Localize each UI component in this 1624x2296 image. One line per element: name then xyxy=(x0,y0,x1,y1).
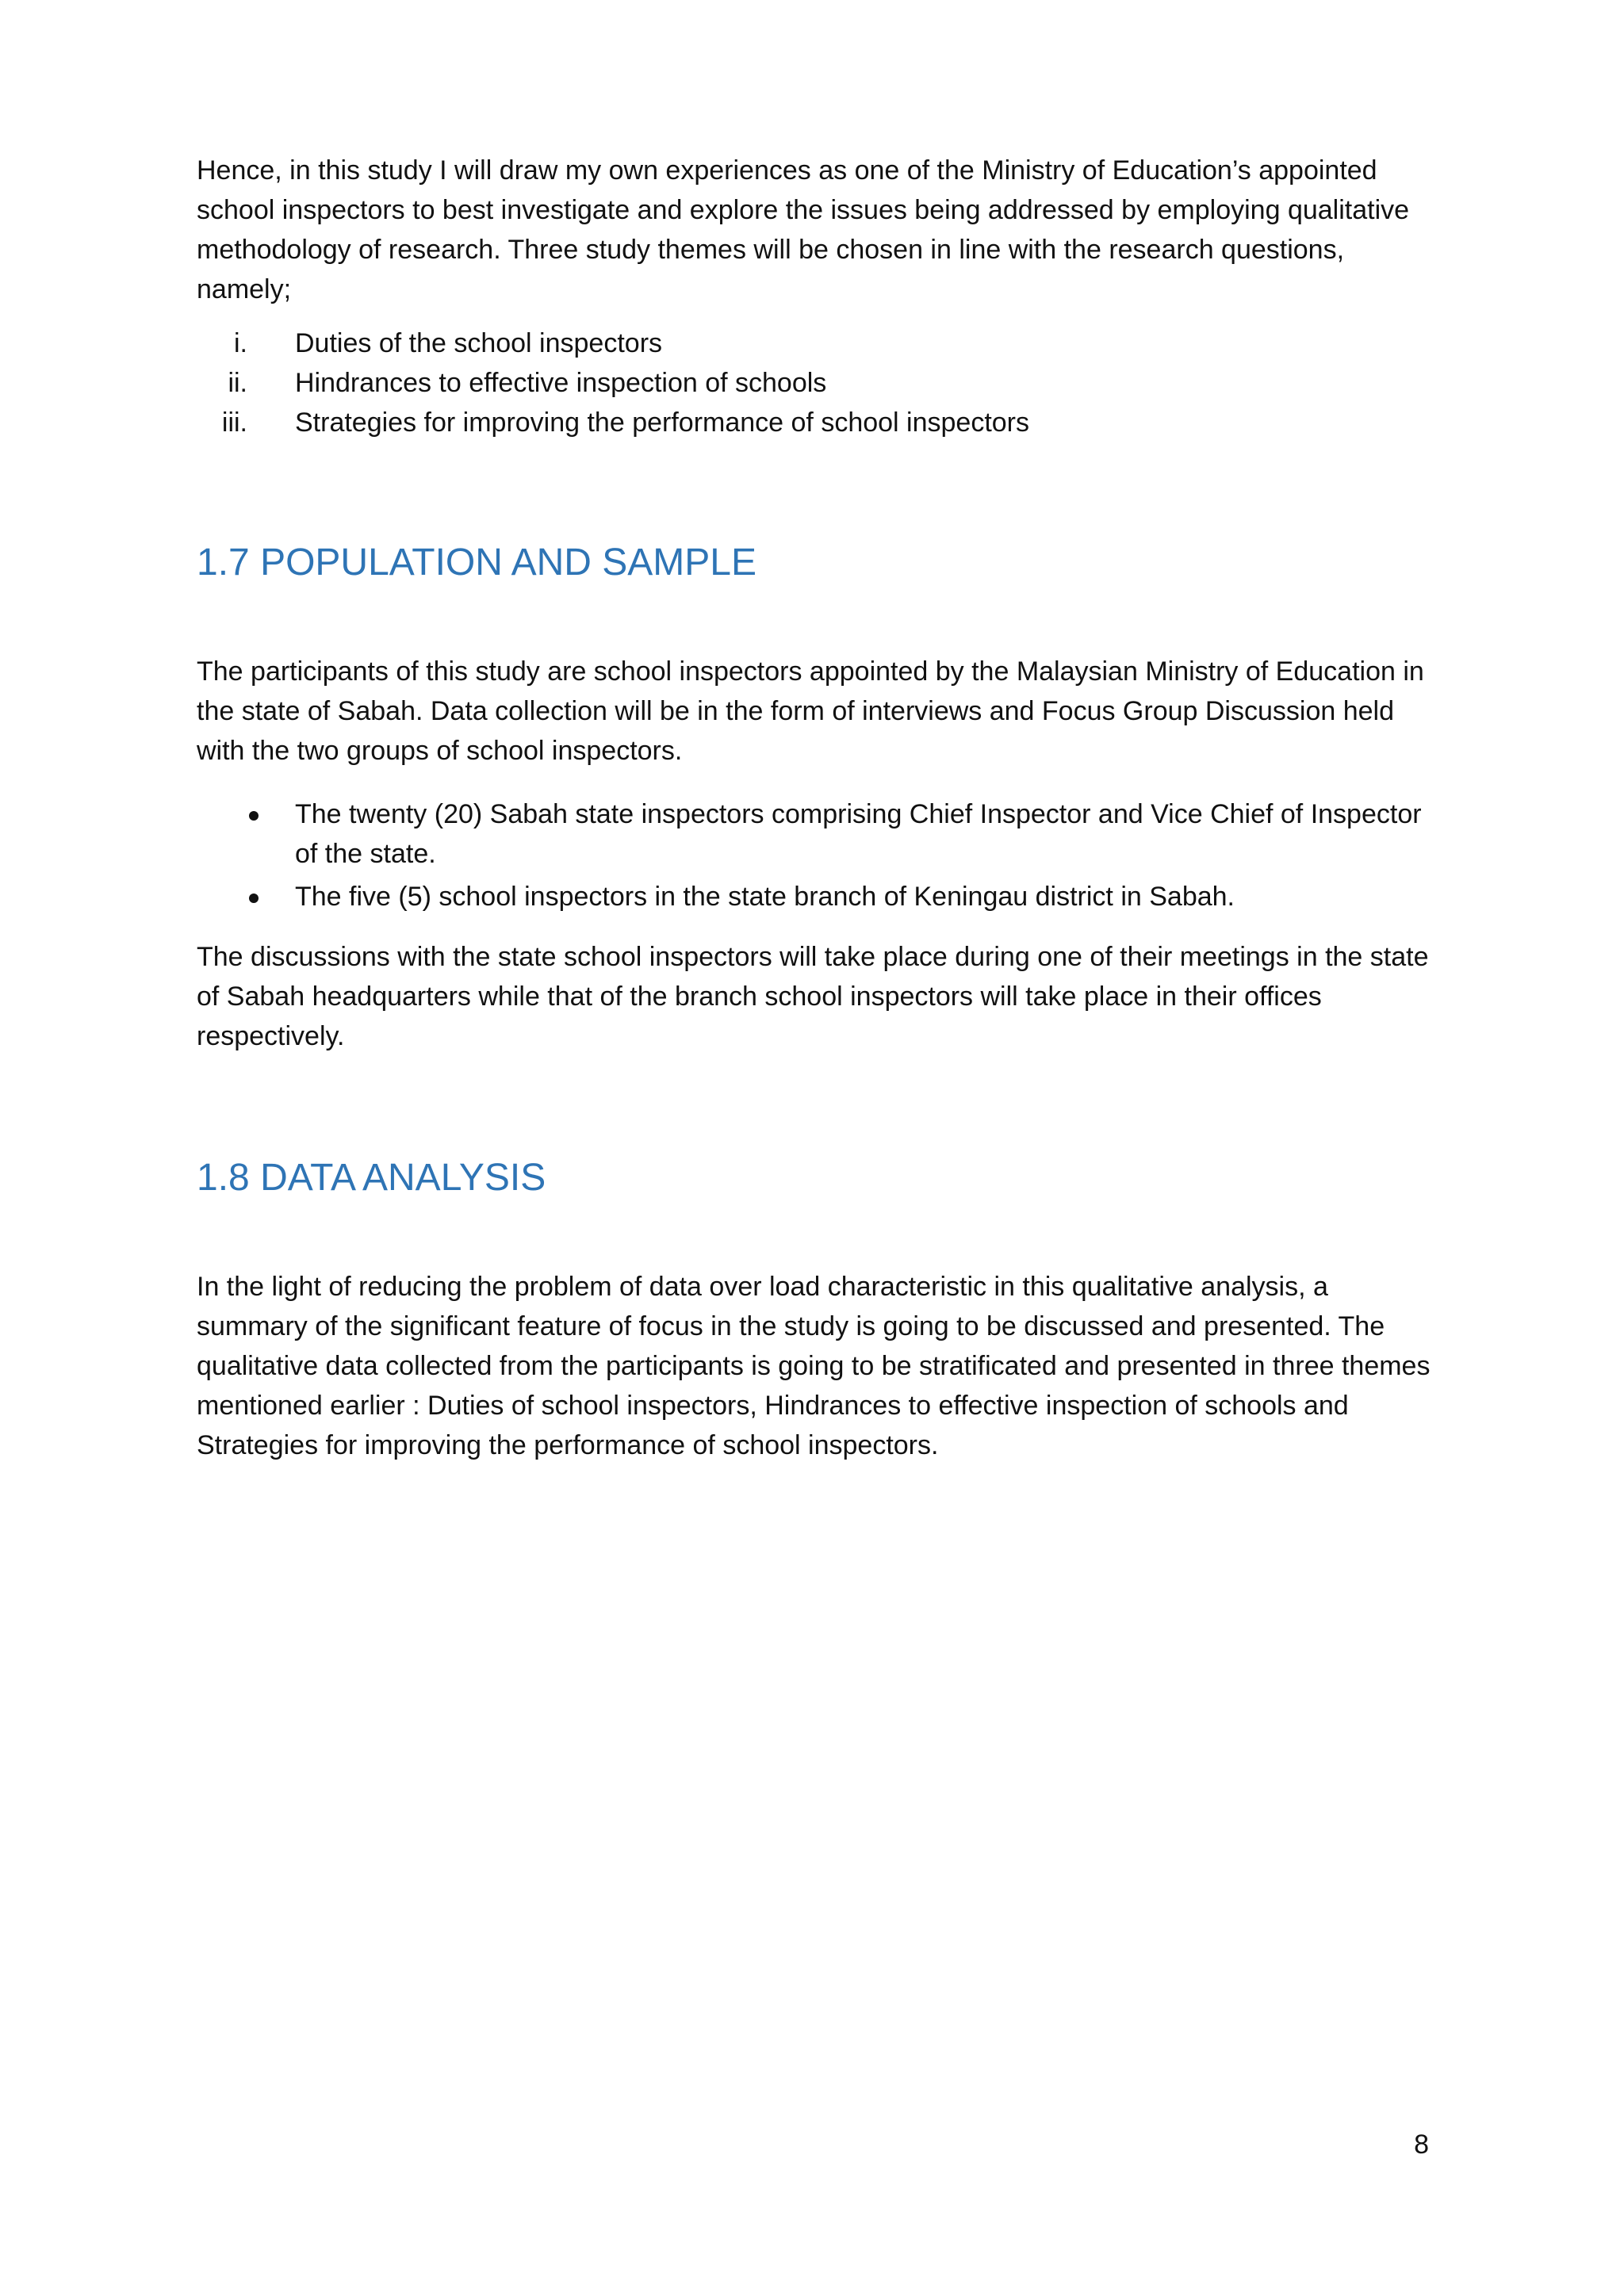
analysis-paragraph: In the light of reducing the problem of data over load characteristic in this qualitative analysis, a summary of the significant feature of focus in the study is going to be discussed and presented. The qualitative data collected from the participants is going to be stratificated and presented in three themes mentioned earlier : Duties of school inspectors, Hindrances to effective inspection of schools and Strategies for improving the performance of school inspectors. xyxy=(197,1272,1431,1460)
population-paragraph: The participants of this study are school inspectors appointed by the Malaysian Ministry of Education in the state of Sabah. Data collection will be in the form of interviews and Focus Group Discussion held with the two groups of school inspectors. xyxy=(197,656,1424,766)
list-item xyxy=(197,403,1434,442)
list-item xyxy=(197,363,1434,403)
study-themes-list xyxy=(197,323,1434,442)
list-item xyxy=(197,794,1434,874)
list-item-text: The five (5) school inspectors in the state branch of Keningau district in Sabah. xyxy=(295,882,1235,912)
section-heading-population: 1.7 POPULATION AND SAMPLE xyxy=(197,541,757,584)
page-number: 8 xyxy=(1414,2130,1429,2160)
page-content xyxy=(197,151,1434,1465)
list-item-text: The twenty (20) Sabah state inspectors comprising Chief Inspector and Vice Chief of Inspector of the state. xyxy=(295,799,1422,869)
list-item xyxy=(197,877,1434,916)
list-item-text: Strategies for improving the performance of school inspectors xyxy=(295,408,1030,438)
list-item-text: Hindrances to effective inspection of schools xyxy=(295,368,827,398)
list-item xyxy=(197,323,1434,363)
section-heading-data-analysis: 1.8 DATA ANALYSIS xyxy=(197,1157,546,1199)
inspector-groups-list xyxy=(197,794,1434,916)
list-marker: ii. xyxy=(228,368,247,398)
list-marker: i. xyxy=(234,328,247,358)
bullet-icon xyxy=(249,894,259,903)
discussions-paragraph: The discussions with the state school inspectors will take place during one of their meetings in the state of Sabah headquarters while that of the branch school inspectors will take place in their offices respectively. xyxy=(197,942,1429,1051)
list-marker: iii. xyxy=(221,408,247,438)
intro-paragraph: Hence, in this study I will draw my own experiences as one of the Ministry of Education’s appointed school inspectors to best investigate and explore the issues being addressed by employing qualitative methodology of research. Three study themes will be chosen in line with the research questions, namely; xyxy=(197,155,1410,304)
bullet-icon xyxy=(249,811,259,821)
list-item-text: Duties of the school inspectors xyxy=(295,328,663,358)
